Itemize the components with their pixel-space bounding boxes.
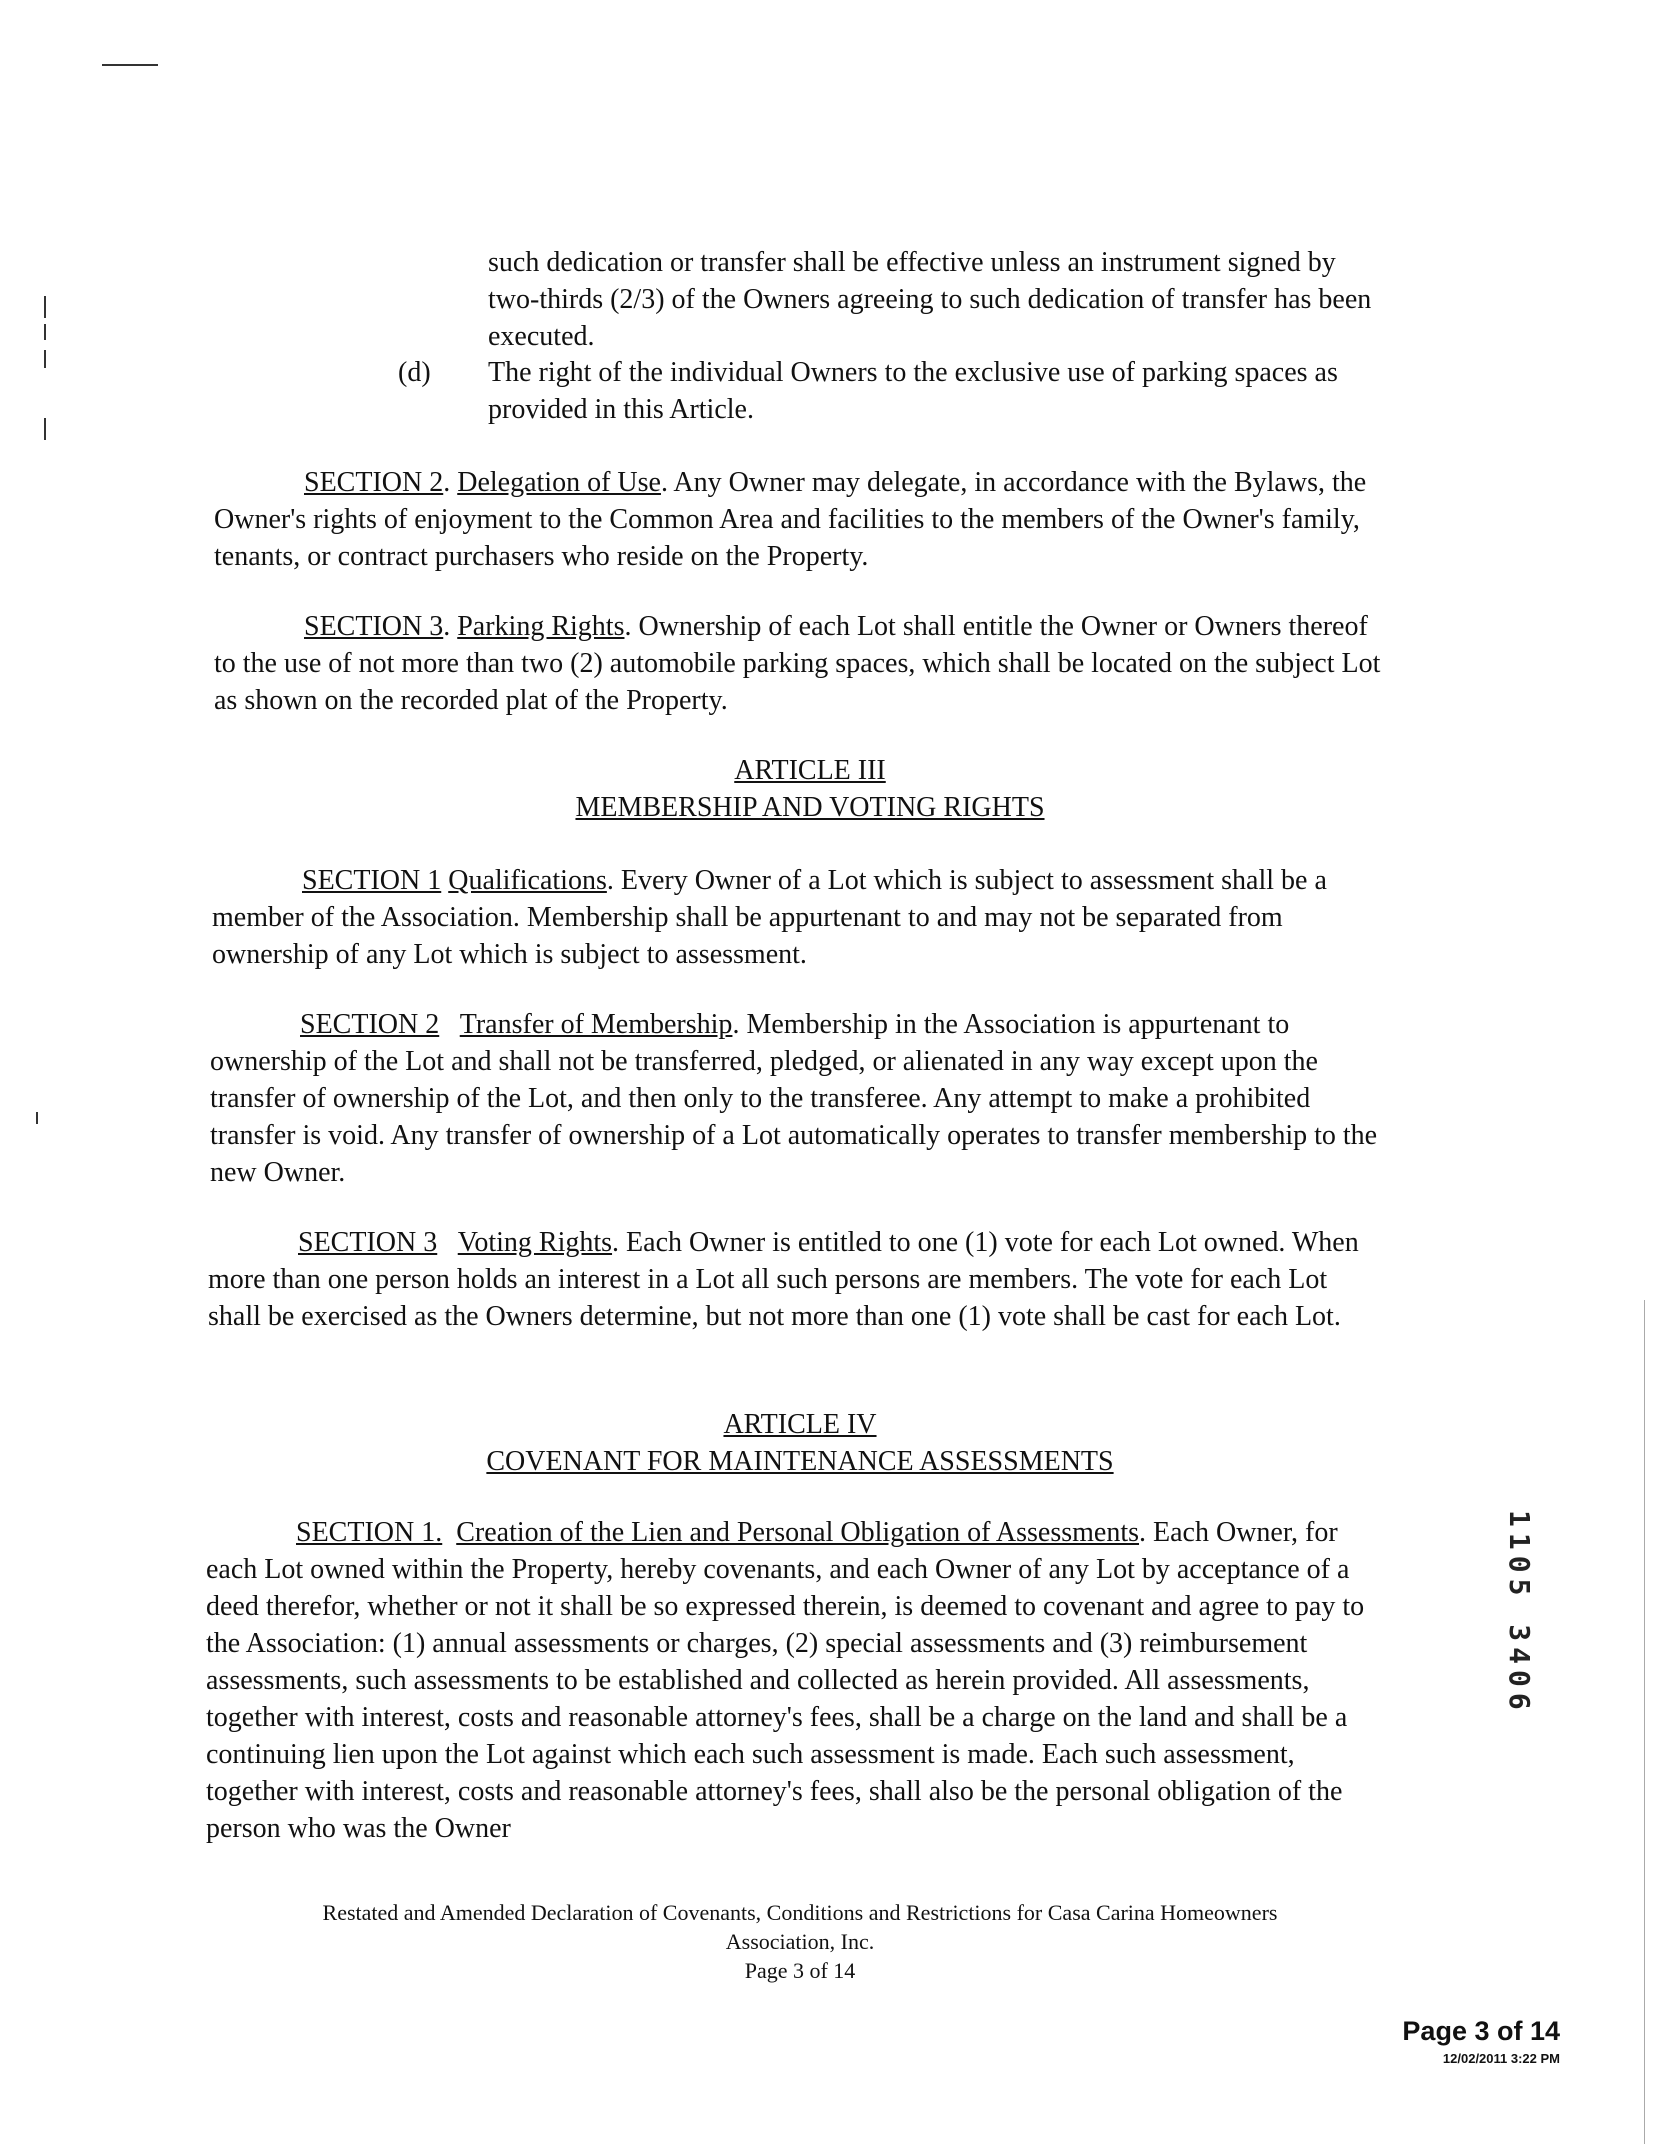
section-title: Transfer of Membership xyxy=(459,1009,733,1040)
item-d-text: The right of the individual Owners to the exclusive use of parking spaces as provided in this Article. xyxy=(488,357,1338,425)
fax-stamp xyxy=(1260,2016,1560,2066)
section-title: Delegation of Use xyxy=(457,467,661,498)
item-d-label: (d) xyxy=(398,357,431,388)
section-heading: SECTION 1. xyxy=(296,1517,443,1548)
section-heading: SECTION 2 xyxy=(300,1009,440,1040)
section-title: Creation of the Lien and Personal Obligation of Assessments xyxy=(456,1517,1140,1548)
section-text: Each Owner, for each Lot owned within the Property, hereby covenants, and each Owner of any Lot by acceptance of a deed therefor, whether or not it shall be so expressed therein, is deemed to covenant and agree to pay to the Association: (1) annual assessments or charges, (2) special assessments and (3) reimbursement assessments, such assessments to be established and collected as herein provided. All assessments, together with interest, costs and reasonable attorney's fees, shall be a charge on the land and shall be a continuing lien upon the Lot against which each such assessment is made. Each such assessment, together with interest, costs and reasonable attorney's fees, shall also be the personal obligation of the person who was the Owner xyxy=(206,1517,1365,1844)
art3-section-1: SECTION 1 Qualifications. Every Owner of a Lot which is subject to assessment shall be a member of the Association. Membership shall be appurtenant to and may not be separated from ownership of any Lot which is subject to assessment. xyxy=(212,865,1327,970)
article-4-title: COVENANT FOR MAINTENANCE ASSESSMENTS xyxy=(486,1446,1114,1477)
section-heading: SECTION 3 xyxy=(298,1227,438,1258)
footer-title: Restated and Amended Declaration of Covenants, Conditions and Restrictions for Casa Carina Homeowners xyxy=(322,1900,1278,1925)
section-text: Ownership of each Lot shall entitle the Owner or Owners thereof to the use of not more than two (2) automobile parking spaces, which shall be located on the subject Lot as shown on the recorded plat of the Property. xyxy=(214,611,1381,716)
article-3-number: ARTICLE III xyxy=(734,755,886,786)
scan-edge-line xyxy=(1644,1300,1645,2144)
footer-title-cont: Association, Inc. xyxy=(725,1929,875,1954)
footer-page-number: Page 3 of 14 xyxy=(744,1958,856,1983)
section-title: Voting Rights xyxy=(457,1227,613,1258)
scan-mark xyxy=(44,418,46,440)
section-heading: SECTION 1 xyxy=(302,865,442,896)
fax-stamp-datetime: 12/02/2011 3:22 PM xyxy=(1442,2051,1560,2066)
scan-mark xyxy=(44,296,46,318)
section-heading: SECTION 2 xyxy=(304,467,444,498)
scan-mark xyxy=(44,324,46,340)
article-3-title: MEMBERSHIP AND VOTING RIGHTS xyxy=(575,792,1045,823)
carryover-paragraph: such dedication or transfer shall be effective unless an instrument signed by two-thirds (2/3) of the Owners agreeing to such dedication of transfer has been executed. xyxy=(488,247,1372,352)
fax-stamp-page: Page 3 of 14 xyxy=(1402,2016,1560,2046)
section-text: Any Owner may delegate, in accordance with the Bylaws, the Owner's rights of enjoyment to the Common Area and facilities to the members of the Owner's family, tenants, or contract purchasers who reside on the Property. xyxy=(214,467,1367,572)
art2-section-3: SECTION 3. Parking Rights. Ownership of each Lot shall entitle the Owner or Owners thereof to the use of not more than two (2) automobile parking spaces, which shall be located on the subject Lot as shown on the recorded plat of the Property. xyxy=(214,611,1381,716)
art3-section-2: SECTION 2 Transfer of Membership. Membership in the Association is appurtenant to ownership of the Lot and shall not be transferred, pledged, or alienated in any way except upon the transfer of ownership of the Lot, and then only to the transferee. Any attempt to make a prohibited transfer is void. Any transfer of ownership of a Lot automatically operates to transfer membership to the new Owner. xyxy=(210,1009,1378,1188)
section-text: Membership in the Association is appurtenant to ownership of the Lot and shall not be transferred, pledged, or alienated in any way except upon the transfer of ownership of the Lot, and then only to the transferee. Any attempt to make a prohibited transfer is void. Any transfer of ownership of a Lot automatically operates to transfer membership to the new Owner. xyxy=(210,1009,1378,1188)
scan-mark xyxy=(44,350,46,368)
article-4-number: ARTICLE IV xyxy=(723,1409,877,1440)
art3-section-3: SECTION 3 Voting Rights. Each Owner is entitled to one (1) vote for each Lot owned. When more than one person holds an interest in a Lot all such persons are members. The vote for each Lot shall be exercised as the Owners determine, but not more than one (1) vote shall be cast for each Lot. xyxy=(208,1227,1359,1332)
art4-section-1: SECTION 1. Creation of the Lien and Personal Obligation of Assessments. Each Owner, for each Lot owned within the Property, hereby covenants, and each Owner of any Lot by acceptance of a deed therefor, whether or not it shall be so expressed therein, is deemed to covenant and agree to pay to the Association: (1) annual assessments or charges, (2) special assessments and (3) reimbursement assessments, such assessments to be established and collected as herein provided. All assessments, together with interest, costs and reasonable attorney's fees, shall be a charge on the land and shall be a continuing lien upon the Lot against which each such assessment is made. Each such assessment, together with interest, costs and reasonable attorney's fees, shall also be the personal obligation of the person who was the Owner xyxy=(206,1517,1365,1844)
art2-section-2: SECTION 2. Delegation of Use. Any Owner may delegate, in accordance with the Bylaws, the Owner's rights of enjoyment to the Common Area and facilities to the members of the Owner's family, tenants, or contract purchasers who reside on the Property. xyxy=(214,467,1367,572)
document-footer xyxy=(200,1898,1400,1985)
scan-mark xyxy=(102,64,158,66)
scan-mark xyxy=(36,1112,38,1124)
recording-number: 1105 3406 xyxy=(1503,1510,1536,1716)
section-text: Every Owner of a Lot which is subject to assessment shall be a member of the Association. Membership shall be appurtenant to and may not be separated from ownership of any Lot which is subject to assessment. xyxy=(212,865,1327,970)
section-text: Each Owner is entitled to one (1) vote for each Lot owned. When more than one person holds an interest in a Lot all such persons are members. The vote for each Lot shall be exercised as the Owners determine, but not more than one (1) vote shall be cast for each Lot. xyxy=(208,1227,1359,1332)
section-title: Parking Rights xyxy=(457,611,625,642)
section-title: Qualifications xyxy=(448,865,607,896)
section-heading: SECTION 3 xyxy=(304,611,444,642)
